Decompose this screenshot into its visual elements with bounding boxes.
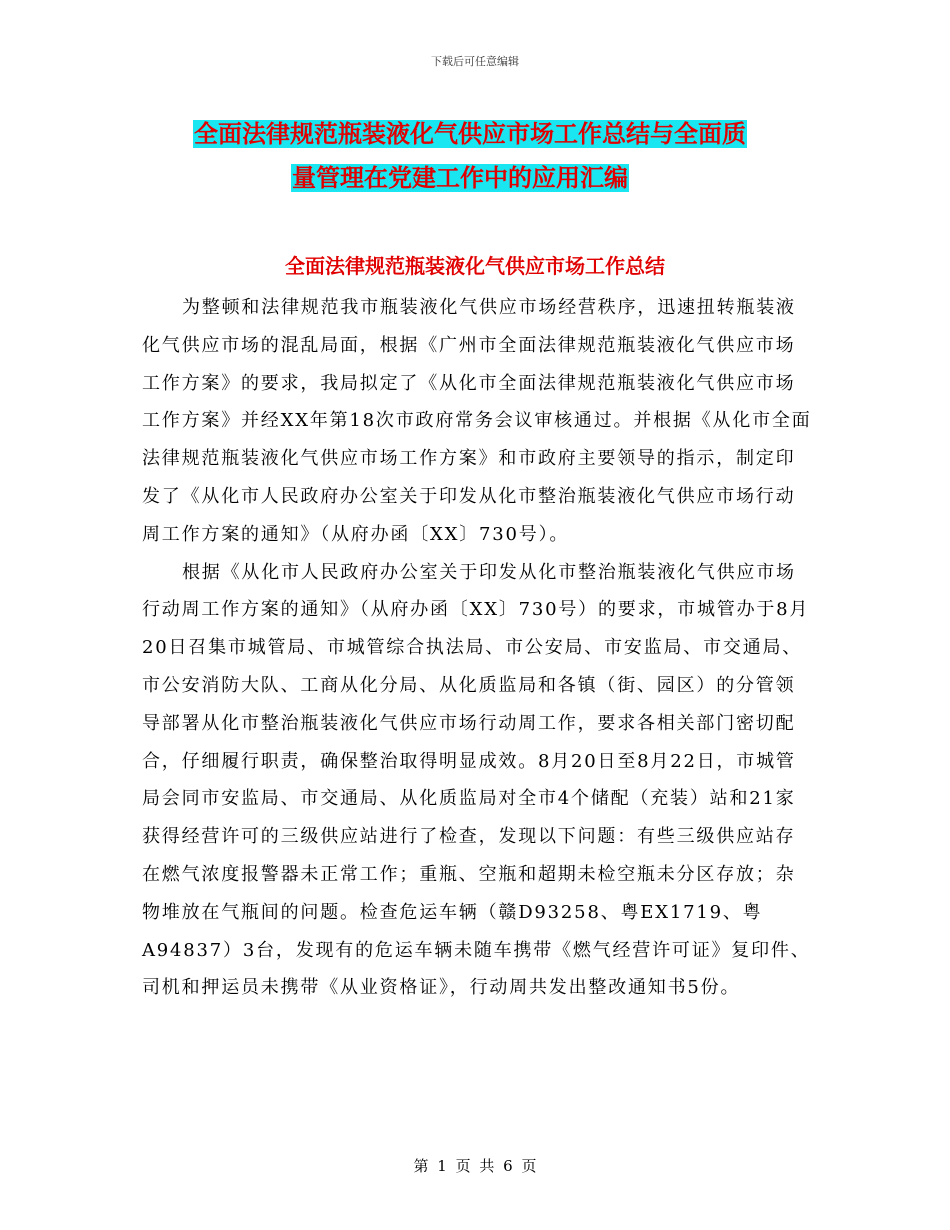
document-title-line1: 全面法律规范瓶装液化气供应市场工作总结与全面质 (194, 120, 746, 148)
header-note: 下载后可任意编辑 (431, 55, 519, 68)
page-footer: 第 1 页 共 6 页 (413, 1157, 537, 1175)
paragraph: 为整顿和法律规范我市瓶装液化气供应市场经营秩序，迅速扭转瓶装液化气供应市场的混乱局面，根据《广州市全面法律规范瓶装液化气供应市场工作方案》的要求，我局拟定了《从化市全面法律规范瓶装液化气供应市场工作方案》并经XX年第18次市政府常务会议审核通过。并根据《从化市全面法律规范瓶装液化气供应市场工作方案》和市政府主要领导的指示，制定印发了《从化市人民政府办公室关于印发从化市整治瓶装液化气供应市场行动周工作方案的通知》（从府办函〔XX〕730号）。 (142, 297, 812, 545)
document-title-line2: 量管理在党建工作中的应用汇编 (292, 164, 628, 192)
document-title (145, 112, 825, 200)
paragraph: 根据《从化市人民政府办公室关于印发从化市整治瓶装液化气供应市场行动周工作方案的通知》（从府办函〔XX〕730号）的要求，市城管办于8月20日召集市城管局、市城管综合执法局、市公安局、市安监局、市交通局、市公安消防大队、工商从化分局、从化质监局和各镇（街、园区）的分管领导部署从化市整治瓶装液化气供应市场行动周工作，要求各相关部门密切配合，仔细履行职责，确保整治取得明显成效。8月20日至8月22日，市城管局会同市安监局、市交通局、从化质监局对全市4个储配（充装）站和21家获得经营许可的三级供应站进行了检查，发现以下问题：有些三级供应站存在燃气浓度报警器未正常工作；重瓶、空瓶和超期未检空瓶未分区存放；杂物堆放在气瓶间的问题。检查危运车辆（赣D93258、粤EX1719、粤A94837）3台，发现有的危运车辆未随车携带《燃气经营许可证》复印件、司机和押运员未携带《从业资格证》，行动周共发出整改通知书5份。 (142, 561, 811, 999)
section-title: 全面法律规范瓶装液化气供应市场工作总结 (285, 254, 665, 278)
body-text (142, 289, 814, 1007)
